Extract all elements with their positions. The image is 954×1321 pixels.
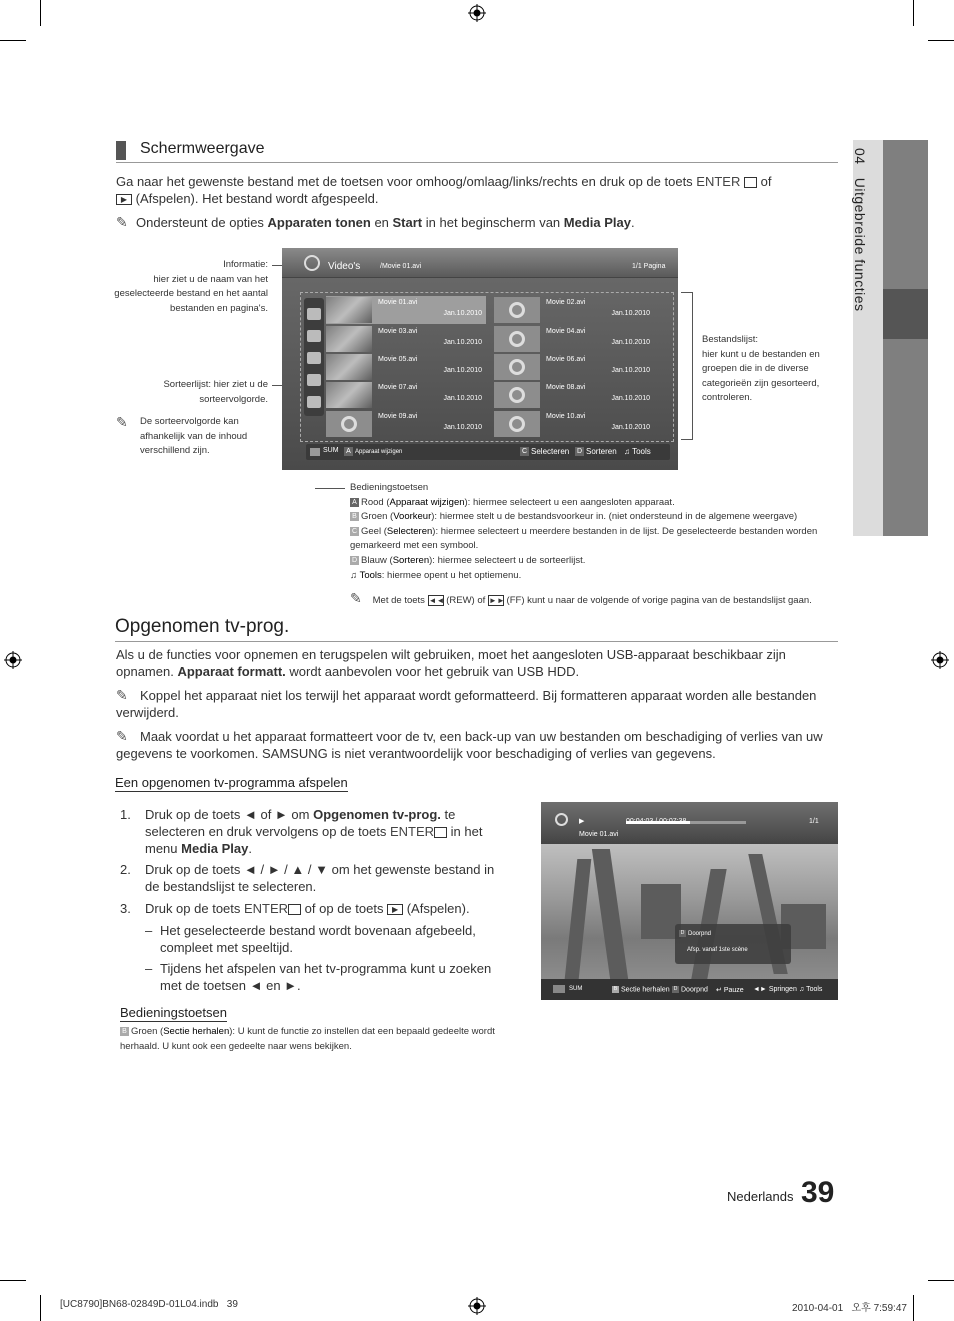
sort-list[interactable] xyxy=(304,298,324,416)
enter-icon xyxy=(288,904,301,915)
tv-info-bar xyxy=(282,248,678,278)
ff-icon: ►► xyxy=(488,596,505,606)
crop-mark xyxy=(928,40,954,41)
subheading-playback: Een opgenomen tv-programma afspelen xyxy=(115,775,348,790)
enter-icon: ↵ xyxy=(716,987,722,994)
note-media-play: ✎ Ondersteunt de opties Apparaten tonen en Start in het beginscherm van Media Play. xyxy=(116,214,635,230)
crop-mark xyxy=(913,0,914,26)
button-apparaat-wijzigen[interactable]: A Apparaat wijzigen xyxy=(344,447,402,456)
giraffe-image xyxy=(592,849,628,979)
button-sorteren[interactable]: D Sorteren xyxy=(576,447,617,456)
chapter-tab-marker xyxy=(883,289,928,339)
crop-mark xyxy=(40,1295,41,1321)
tv-path: /Movie 01.avi xyxy=(380,263,422,270)
preference-icon[interactable] xyxy=(307,396,321,408)
play-state-icon: ▶ xyxy=(579,818,585,825)
callout-sort-note: ✎ De sorteervolgorde kan afhankelijk van de inhoud verschillend zijn. xyxy=(116,414,248,456)
note-backup: ✎ Maak voordat u het apparaat formatteert voor de tv, een back-up van uw bestanden om beschadiging of verlies van uw gegevens te voorkomen. SAMSUNG is niet verantwoordelijk voor beschadiging of verlies van gegevens. xyxy=(116,728,823,761)
page-number: 39 xyxy=(801,1176,835,1209)
callout-info: Informatie: hier ziet u de naam van het geselecteerde bestand en het aantal bestanden en pagina's. xyxy=(114,259,268,314)
registration-mark-icon xyxy=(931,651,949,669)
usb-device-icon xyxy=(553,985,565,993)
film-reel-icon xyxy=(555,813,568,826)
file-item[interactable]: Movie 10.avi Jan.10.2010 xyxy=(494,410,654,438)
tools-icon: ♫ xyxy=(624,447,630,456)
file-item[interactable]: Movie 07.avi Jan.10.2010 xyxy=(326,381,486,409)
play-page: 1/1 xyxy=(809,818,819,825)
button-selecteren[interactable]: C Selecteren xyxy=(521,447,570,456)
bracket xyxy=(681,292,693,440)
tv-playback-bar xyxy=(541,802,838,844)
registration-mark-icon xyxy=(468,4,486,22)
section-heading: Schermweergave xyxy=(116,139,838,163)
recorded-intro: Als u de functies voor opnemen en terugspelen wilt gebruiken, moet het aangesloten USB-apparaat beschikbaar zijn opnamen. Apparaat formatt. wordt aanbevolen voor het gebruik van USB HDD. xyxy=(116,647,786,679)
button-sectie-herhalen[interactable]: B Sectie herhalen xyxy=(613,986,670,994)
note-icon: ✎ xyxy=(116,728,128,744)
footer-language: Nederlands xyxy=(727,1189,794,1204)
tv-playback-button-bar xyxy=(541,979,838,1000)
tv-pages: 1/1 Pagina xyxy=(632,263,666,270)
note-icon: ✎ xyxy=(116,414,128,430)
tools-icon: ♫ xyxy=(350,569,358,581)
crop-mark xyxy=(928,1280,954,1281)
file-item[interactable]: Movie 01.avi Jan.10.2010 xyxy=(326,296,486,324)
calendar-icon[interactable] xyxy=(307,352,321,364)
device-name: SUM xyxy=(323,447,339,454)
file-item[interactable]: Movie 09.avi Jan.10.2010 xyxy=(326,410,486,438)
tools-icon: ♫ xyxy=(799,986,805,993)
file-item[interactable]: Movie 05.avi Jan.10.2010 xyxy=(326,353,486,381)
play-icon: ▶ xyxy=(116,194,132,205)
file-item[interactable]: Movie 03.avi Jan.10.2010 xyxy=(326,325,486,353)
play-file: Movie 01.avi xyxy=(579,831,619,838)
chapter-title: 04 Uitgebreide functies xyxy=(852,148,868,312)
button-doorpnd[interactable]: D Doorpnd xyxy=(673,986,708,994)
callout-sort: Sorteerlijst: hier ziet u de sorteervolgorde. xyxy=(163,379,268,405)
file-item[interactable]: Movie 06.avi Jan.10.2010 xyxy=(494,353,654,381)
note-disconnect: ✎ Koppel het apparaat niet los terwijl het apparaat wordt geformatteerd. Bij formatteren apparaat worden alle bestanden verwijderd. xyxy=(116,687,817,720)
crop-mark xyxy=(0,40,26,41)
enter-icon xyxy=(744,177,757,188)
title-sort-icon[interactable] xyxy=(307,330,321,342)
usb-device-icon xyxy=(310,448,320,456)
subheading-controls: Bedieningstoetsen xyxy=(120,1005,227,1020)
note-icon: ✎ xyxy=(116,214,128,230)
footer-date: 2010-04-01 오후 7:59:47 xyxy=(792,1303,907,1314)
callout-files: Bestandslijst: hier kunt u de bestanden en groepen die in de diverse categorieën zijn gesorteerd, controleren. xyxy=(702,334,820,403)
tv-screen-playback xyxy=(541,802,838,1000)
enter-icon xyxy=(434,827,447,838)
popup-title: D Doorpnd xyxy=(680,930,712,938)
section-heading-recorded: Opgenomen tv-prog. xyxy=(115,616,838,642)
popup-item[interactable]: Afsp. vanaf 1ste scène xyxy=(687,947,748,953)
file-item[interactable]: Movie 08.avi Jan.10.2010 xyxy=(494,381,654,409)
footer-file: [UC8790]BN68-02849D-01L04.indb 39 xyxy=(60,1299,238,1310)
button-tools[interactable]: ♫ Tools xyxy=(624,447,651,456)
controls-legend: Bedieningstoetsen A Rood (Apparaat wijzigen): hiermee selecteert u een aangesloten apparaat. B Groen (Voorkeur): hiermee stelt u de bestandsvoorkeur in. (niet ondersteund in de algemene weergave) C Geel (Selecteren): hiermee selecteert u meerdere bestanden in de lijst. De geselecteerde bestanden worden gemarkeerd met een symbool. D Blauw (Sorteren): hiermee selecteert u de sorteerlijst. ♫ Tools: hiermee opent u het optiemenu. ✎ Met de toets ◄◄ (REW) of ►► (FF) kunt u naar de volgende of vorige pagina van de bestandslijst gaan. xyxy=(350,482,818,607)
note-icon: ✎ xyxy=(350,590,362,607)
registration-mark-icon xyxy=(4,651,22,669)
play-time: 00:04:03 / 00:07:38 xyxy=(626,818,687,825)
button-tools[interactable]: ♫ Tools xyxy=(799,986,823,993)
left-right-icon: ◄► xyxy=(753,986,767,993)
tv-button-bar xyxy=(306,444,670,460)
giraffe-image xyxy=(565,859,592,979)
film-reel-icon xyxy=(304,255,320,271)
steps-list: 1. Druk op de toets ◄ of ► om Opgenomen tv-prog. te selecteren en druk vervolgens op de toets ENTER in het menu Media Play. 2. Druk op de toets ◄ / ► / ▲ / ▼ om het gewenste bestand in de bestandslijst te selecteren. 3. Druk op de toets ENTER of op de toets ▶ (Afspelen). – Het geselecteerde bestand wordt bovenaan afgebeeld, compleet met speeltijd. – Tijdens het afspelen van het tv-programma kunt u zoeken met de toetsen ◄ en ►. xyxy=(120,807,495,993)
button-springen[interactable]: ◄► Springen xyxy=(753,986,797,993)
crop-mark xyxy=(40,0,41,26)
leader-line xyxy=(315,488,345,489)
file-item[interactable]: Movie 04.avi Jan.10.2010 xyxy=(494,325,654,353)
doorpnd-popup xyxy=(675,924,791,964)
play-icon: ▶ xyxy=(387,904,403,915)
intro-text: Ga naar het gewenste bestand met de toetsen voor omhoog/omlaag/links/rechts en druk op de toets ENTER of ▶ (Afspelen). Het bestand wordt afgespeeld. xyxy=(116,174,772,206)
folder-icon[interactable] xyxy=(307,308,321,320)
tv-screen-file-list xyxy=(282,248,678,470)
tv-category: Video's xyxy=(328,261,361,272)
button-pauze[interactable]: ↵ Pauze xyxy=(716,987,744,994)
crop-mark xyxy=(0,1280,26,1281)
controls-green: B Groen (Sectie herhalen): U kunt de functie zo instellen dat een bepaald gedeelte wordt herhaald. U kunt ook een gedeelte naar wens bekijken. xyxy=(120,1026,495,1052)
note-icon: ✎ xyxy=(116,687,128,703)
file-grid xyxy=(326,294,670,440)
category-icon[interactable] xyxy=(307,374,321,386)
crop-mark xyxy=(913,1295,914,1321)
device-name: SUM xyxy=(569,986,583,992)
rew-icon: ◄◄ xyxy=(428,596,445,606)
file-item[interactable]: Movie 02.avi Jan.10.2010 xyxy=(494,296,654,324)
registration-mark-icon xyxy=(468,1297,486,1315)
